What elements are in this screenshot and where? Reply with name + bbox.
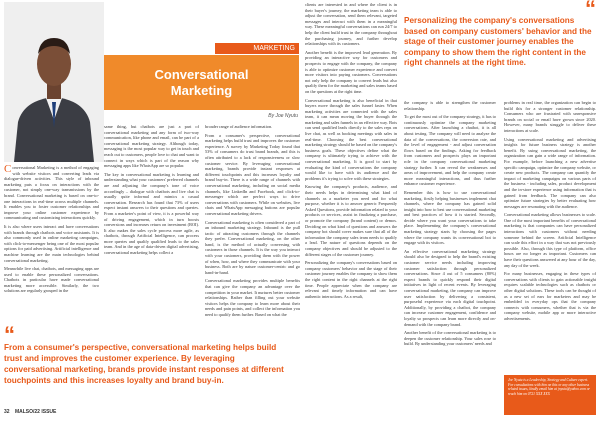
paragraph: Conversational marketing is often considered a part of an inbound marketing strategy. Inbound is the pull tactic of attracting customers through the channels they prefer. Conversational marketing, on the other hand, is the method of actually conversing with customers in those channels. It is the way you interact with your customers, providing them with the power of when, how, and where they communicate with your business. Both are by nature customer-centric and go hand-in-hand. <box>205 219 300 275</box>
paragraph: Remember this is how to use conversational marketing, firstly helping businesses implement chat channels, where the company has gained solid insight into how to best use conversational marketing and best practices of how it is started. Secondly, decide where you want your conversations to take place. Implementing the company's conversational marketing strategy starts by choosing the pages where the company wants its conversational bot to engage with its visitors. <box>404 189 496 246</box>
paragraph: Personalizing the company's conversations based on company customers' behavior and the stage of their customer journey enables the company to show them the right content in the right channels at the right time. People appreciate when the company are relevant and timely information and can have authentic interactions. As a result, <box>305 260 397 299</box>
page-footer <box>4 409 56 415</box>
page-number: 32 <box>4 409 10 415</box>
paragraph: clients are interested in and where the client is in their buyer's journey, the marketing team is able to adjust the conversation, send them relevant, targeted messages and interact with them in a meaningful way. These meaningful conversations can run 24/7 to help the client build trust in the company throughout the purchasing journey, and further develop relationships with its customers. <box>305 2 397 47</box>
paragraph: Meanwhile live chat, chatbots, and messaging apps are used to enable these personalized conversations. Chatbots in particular have made conversational marketing more accessible. Similarly, the two solutions are regularly grouped in the <box>4 266 99 294</box>
paragraph: problems in real time, the organization can begin to build this for a stronger customer relationship. Consumers who are frustrated with unresponsive brands on social or email have grown since 2020. However, many brands struggle to deliver these interactions at scale. <box>504 100 596 133</box>
paragraph: Knowing the company's products, audience, and their needs helps in determining what kind of channels as a marketer you need and for what purpose, whether it is to answer generic Frequently Asked Questions, provide information related to your products or services, assist in finalizing a purchase, or promote the company (brand content) or demos. Deciding on what kind of questions and answers the company bot should cover makes sure that all of the information the company sales team needs to qualify a lead. The nature of questions depends on the company objectives and should be adjusted to the different stages of the customer journey. <box>305 184 397 257</box>
paragraph: Using conversational marketing and advertising insights for future business strategy is another benefit. By using conversational marketing, the organization can gain a wide range of information. For example, before launching a new advertise specific campaign, optimize the company website, or create new products. The company can quantify the impact of marketing campaigns on various parts of the business - including sales, product development and the in-store experience using information that is gained from feedback. The company can also optimize future strategies by better evaluating how messages are resonating with the audience. <box>504 136 596 209</box>
author-portrait-icon <box>4 2 104 162</box>
column-3 <box>205 124 300 336</box>
pull-quote-left-text: From a consumer's perspective, conversational marketing helps build trust and improves the customer experience. By leveraging conversational marketing, brands provide instant responses at different touchpoints and this increases loyalty and brand buy-in. <box>4 343 284 385</box>
author-photo <box>4 2 104 162</box>
title-line-1: Conversational <box>154 66 249 82</box>
article-title <box>104 55 299 110</box>
paragraph: the company is able to strengthen the customer relationship. <box>404 100 496 111</box>
paragraph: Conversational Marketing is a method of engaging with website visitors and converting leads via dialogue-driven activities. This style of inbound marketing puts a focus on interactions with the customer, not simply one-way transmissions by the brand. Conversational marketing is based on one-to-one interactions in real-time across multiple channels. It enables you to foster customer relationships and improve your online customer experience by communicating and customizing interactions quickly. <box>4 163 99 221</box>
column-5 <box>404 100 496 410</box>
paragraph: Another benefit of the conversational marketing is to deepen the customer relationship. Your sales rose to build. By understanding your customers' needs and <box>404 330 496 347</box>
paragraph: An effective conversational marketing strategy should also be designed to help the brand's existing customer service needs including improving customer satisfaction through personalized conversations. Since 4 out of 5 consumers (80%) expect brands to quickly respond their digital initiatives in light of recent events. By leveraging conversational marketing, the company can improve user satisfaction by delivering a consistent, purposeful experience via each digital touchpoint. Additionally, by providing a chatbot, the company can increase customer engagement, confidence and loyalty so prospects can learn more directly and on-demand with the company brand. <box>404 248 496 327</box>
quote-mark-icon: “ <box>585 0 596 21</box>
paragraph: broader range of audience information. <box>205 124 273 129</box>
paragraph: For many businesses, engaging in these types of conversations with clients to gain actionable insight requires scalable technologies such as chatbots or other digital solutions. These tools can be thought of as a new set of ears for marketers and may be embedded in everyday ops that the company connects with consumers, whether that is via the company website, mobile app or more interactive advertisements. <box>504 271 596 321</box>
paragraph: Conversational marketing allows businesses to scale. One of the most important benefits of conversational marketing is that companies can have personalized interactions with customers without needing someone behind the screen. Artificial Intelligence can scale this effort in a way that was not previously possible. Also, through this type of platform, office hours are no longer as important. Customers can have their questions answered at any hour of the day, any day of the week. <box>504 212 596 268</box>
column-4 <box>305 2 397 406</box>
pull-quote-right <box>404 2 596 69</box>
author-bio-box: Joe Nyutu is a Leadership, Strategy and Culture expert. For consultations with him on this or any other business related issues, kindly email him at jnyutu@yahoo.com or reach him on 0721 XXX XXX <box>504 375 596 415</box>
paragraph: The key in conversational marketing is learning and understanding what your customers' preferred channels are and adjusting the company's tone of voice accordingly – dialogue with chatbots and live chat is usually quite informal and mimics a casual conversation. Research has found that 73% of users expect instant answers to their questions and queries. From a marketer's point of view, it is a powerful way of driving engagement, which in turn boosts conversions and increases return on investment (ROI). It also makes the sales cycle process more agile, as chatbots, through Artificial Intelligence, can process more queries and qualify qualified leads to the sales team. And in the age of data-driven digital advertising, conversational marketing helps collect a <box>104 171 199 256</box>
column-1 <box>4 165 99 297</box>
section-label: MARKETING <box>215 43 299 54</box>
column-6 <box>504 100 596 372</box>
pull-quote-left <box>4 322 294 386</box>
paragraph: To get the most out of the company strategy, it has to continuously optimize the company marketing conversations. After launching a chatbot, it is all about testing. The company will need to analyze the data of the conversations, the conversion rate, and the level of engagement - and adjust conversation flows based on the findings. Asking for feedback from customers and prospects plays an important role in the company conversational marketing strategy further. It can reveal the weaknesses and areas of improvement, and help the company create more meaningful interactions, and thus further enhance customer experience. <box>404 114 496 187</box>
paragraph: Another benefit is the improved lead generation. By providing an interactive way for customers and prospects to engage with the company, the company is able to optimize customer experience and convert more visitors into paying customers. Conversations not only help the company to convert leads but also qualify them for the marketing and sales teams based on the questions at the right time. <box>305 49 397 94</box>
paragraph: It is also where users interact and have conversations with brands through chatbots and voice assistants. It is also commonly used in online marketing campaigns, with click-to-messenger being one of the most popular options for paid advertising. Artificial intelligence and machine learning are the main technologies behind conversational marketing. <box>4 223 99 263</box>
column-2 <box>104 124 199 324</box>
paragraph: Conversational marketing provides multiple benefits that can give the company an advantage over the competition in your market. It nurtures better customer relationships. Rather than filling out your website visitors helps the company to learn more about their needs and pain points, and collect the information you need to qualify them further. Based on what the <box>205 278 300 317</box>
paragraph: same thing, but chatbots are just a part of conversational marketing and any form of two-way communication, like phone and email, can be part of a conversational marketing strategy. Although today, messaging is the most popular way to get in touch and reach out to customers, people love to chat and want to connect in ways which is part of the reason why messaging apps like WhatsApp are so popular. <box>104 124 199 169</box>
pull-quote-right-text: Personalizing the company's conversations based on company customers' behavior and the stage of their customer journey enables the company to show them the right content in the right channels at the right time. <box>404 16 592 67</box>
quote-mark-icon: “ <box>4 322 15 347</box>
paragraph: From a consumer's perspective, conversational marketing helps build trust and improves the customer experience. A survey by Marketing Today found that 53% of consumers do trust brand brands, and this is often attributed to a lack of responsiveness or slow customer service. By leveraging conversational marketing, brands provide instant responses at different touchpoints and this increases loyalty and brand buy-in. There is a wide range of channels with conversational marketing, including on social media channels, like LinkedIn and Facebook, and click-to-messenger which are perfect ways to drive conversations with customers. While on websites, live chats and WhatsApp messaging buttons are popular conversational marketing drivers. <box>205 132 300 216</box>
title-line-2: Marketing <box>170 82 233 98</box>
byline: By Joe Nyutu <box>268 113 298 119</box>
issue-label: MALSO/22 ISSUE <box>14 409 57 415</box>
paragraph: Conversational marketing is also beneficial in that buyers move through the sales funnel faster. When marketing activities are connected with the sales team, it can mean moving the buyer through the marketing and sales funnels in an effective way. Bots can send qualified leads directly to the sales reps on live chat, as well as booking meetings with sales in real-time. Choosing the best conversational marketing strategy should be based on the company's business goals. These objectives define what the company is ultimately trying to achieve with the conversational marketing. It is good to start by evaluating the kind of conversations the company would like to have with its audience and the problems it's trying to solve with these strategies. <box>305 97 397 181</box>
